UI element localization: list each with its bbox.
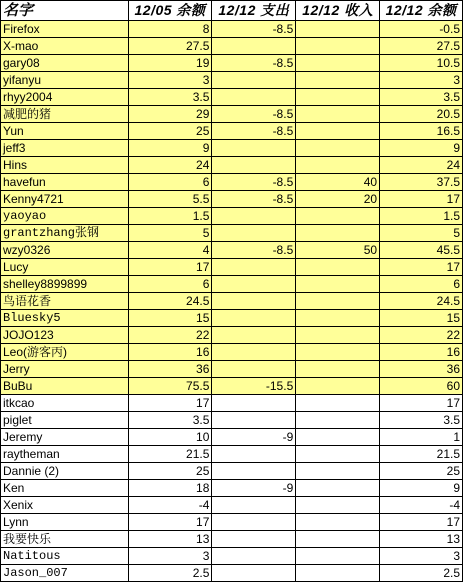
expense-1212-cell[interactable] [212, 344, 296, 361]
balance-1205-cell[interactable]: 1.5 [128, 208, 212, 225]
balance-1212-cell[interactable]: 25 [380, 463, 463, 480]
name-cell[interactable]: X-mao [1, 38, 129, 55]
expense-1212-cell[interactable] [212, 412, 296, 429]
name-cell[interactable]: Natitous [1, 548, 129, 565]
income-1212-cell[interactable] [296, 21, 380, 38]
balance-1205-cell[interactable]: 16 [128, 344, 212, 361]
balance-1212-cell[interactable]: 10.5 [380, 55, 463, 72]
name-cell[interactable]: Lynn [1, 514, 129, 531]
income-1212-cell[interactable] [296, 140, 380, 157]
table-row [1, 72, 463, 89]
balance-1212-cell[interactable]: 16.5 [380, 123, 463, 140]
balance-1205-cell[interactable]: 2.5 [128, 565, 212, 582]
table-row [1, 310, 463, 327]
balance-1212-cell[interactable]: 17 [380, 395, 463, 412]
balance-1212-cell[interactable]: 2.5 [380, 565, 463, 582]
expense-1212-cell[interactable]: -8.5 [212, 55, 296, 72]
income-1212-cell[interactable] [296, 361, 380, 378]
balance-1212-cell[interactable]: 45.5 [380, 242, 463, 259]
table-row [1, 89, 463, 106]
expense-1212-cell[interactable] [212, 140, 296, 157]
table-row [1, 531, 463, 548]
income-1212-cell[interactable] [296, 327, 380, 344]
balance-1212-cell[interactable]: 3.5 [380, 412, 463, 429]
expense-1212-cell[interactable]: -8.5 [212, 123, 296, 140]
balance-1212-cell[interactable]: 9 [380, 480, 463, 497]
name-cell[interactable]: Jerry [1, 361, 129, 378]
expense-1212-cell[interactable] [212, 446, 296, 463]
table-row [1, 106, 463, 123]
balance-1205-cell[interactable]: 3.5 [128, 89, 212, 106]
table-row [1, 344, 463, 361]
table-row [1, 395, 463, 412]
name-cell[interactable]: grantzhang张钢 [1, 225, 129, 242]
income-1212-cell[interactable] [296, 446, 380, 463]
balance-1205-cell[interactable]: 4 [128, 242, 212, 259]
expense-1212-cell[interactable]: -8.5 [212, 191, 296, 208]
expense-1212-cell[interactable] [212, 89, 296, 106]
balance-1212-cell[interactable]: 27.5 [380, 38, 463, 55]
name-cell[interactable]: 鸟语花香 [1, 293, 129, 310]
table-row [1, 208, 463, 225]
balance-1205-cell[interactable]: 3.5 [128, 412, 212, 429]
income-1212-cell[interactable]: 50 [296, 242, 380, 259]
table-row [1, 21, 463, 38]
table-row [1, 276, 463, 293]
header-row [1, 1, 463, 21]
expense-1212-cell[interactable] [212, 208, 296, 225]
balance-1205-cell[interactable]: 17 [128, 514, 212, 531]
table-row [1, 378, 463, 395]
header-name: 名字 [1, 1, 129, 21]
balance-1212-cell[interactable]: 1 [380, 429, 463, 446]
table-row [1, 480, 463, 497]
table-row [1, 225, 463, 242]
name-cell[interactable]: Firefox [1, 21, 129, 38]
table-row [1, 140, 463, 157]
name-cell[interactable]: shelley8899899 [1, 276, 129, 293]
expense-1212-cell[interactable]: -8.5 [212, 106, 296, 123]
table-row [1, 38, 463, 55]
table-row [1, 327, 463, 344]
table-row [1, 429, 463, 446]
table-row [1, 548, 463, 565]
balance-1212-cell[interactable]: 24.5 [380, 293, 463, 310]
balance-1205-cell[interactable]: 24.5 [128, 293, 212, 310]
expense-1212-cell[interactable] [212, 361, 296, 378]
table-row [1, 463, 463, 480]
expense-1212-cell[interactable] [212, 225, 296, 242]
name-cell[interactable]: Hins [1, 157, 129, 174]
balance-1205-cell[interactable]: 13 [128, 531, 212, 548]
income-1212-cell[interactable] [296, 531, 380, 548]
balance-1205-cell[interactable]: 27.5 [128, 38, 212, 55]
expense-1212-cell[interactable] [212, 497, 296, 514]
table-row [1, 412, 463, 429]
name-cell[interactable]: BuBu [1, 378, 129, 395]
income-1212-cell[interactable]: 20 [296, 191, 380, 208]
expense-1212-cell[interactable]: -8.5 [212, 242, 296, 259]
name-cell[interactable]: Kenny4721 [1, 191, 129, 208]
balance-1205-cell[interactable]: 10 [128, 429, 212, 446]
table-row [1, 565, 463, 582]
name-cell[interactable]: gary08 [1, 55, 129, 72]
name-cell[interactable]: havefun [1, 174, 129, 191]
income-1212-cell[interactable] [296, 89, 380, 106]
name-cell[interactable]: jeff3 [1, 140, 129, 157]
expense-1212-cell[interactable] [212, 531, 296, 548]
income-1212-cell[interactable] [296, 157, 380, 174]
balance-1205-cell[interactable]: 5.5 [128, 191, 212, 208]
header-income-1212: 12/12 收入 [296, 1, 380, 21]
expense-1212-cell[interactable]: -8.5 [212, 21, 296, 38]
expense-1212-cell[interactable] [212, 565, 296, 582]
expense-1212-cell[interactable] [212, 293, 296, 310]
income-1212-cell[interactable] [296, 395, 380, 412]
income-1212-cell[interactable] [296, 106, 380, 123]
balance-1205-cell[interactable]: 22 [128, 327, 212, 344]
balance-1205-cell[interactable]: 36 [128, 361, 212, 378]
balance-1212-cell[interactable]: 3.5 [380, 89, 463, 106]
balance-1205-cell[interactable]: 8 [128, 21, 212, 38]
balance-1212-cell[interactable]: 17 [380, 191, 463, 208]
income-1212-cell[interactable] [296, 463, 380, 480]
name-cell[interactable]: Yun [1, 123, 129, 140]
balance-1205-cell[interactable]: 9 [128, 140, 212, 157]
name-cell[interactable]: 减肥的猪 [1, 106, 129, 123]
balance-1205-cell[interactable]: 25 [128, 123, 212, 140]
expense-1212-cell[interactable] [212, 72, 296, 89]
expense-1212-cell[interactable] [212, 327, 296, 344]
balance-1205-cell[interactable]: 3 [128, 548, 212, 565]
table-row [1, 242, 463, 259]
table-row [1, 191, 463, 208]
balance-1205-cell[interactable]: 18 [128, 480, 212, 497]
balance-1205-cell[interactable]: 3 [128, 72, 212, 89]
income-1212-cell[interactable] [296, 514, 380, 531]
name-cell[interactable]: JOJO123 [1, 327, 129, 344]
name-cell[interactable]: Dannie (2) [1, 463, 129, 480]
balance-1205-cell[interactable]: 29 [128, 106, 212, 123]
table-row [1, 497, 463, 514]
income-1212-cell[interactable] [296, 344, 380, 361]
income-1212-cell[interactable] [296, 497, 380, 514]
expense-1212-cell[interactable] [212, 548, 296, 565]
balance-1212-cell[interactable]: 21.5 [380, 446, 463, 463]
balance-1205-cell[interactable]: 25 [128, 463, 212, 480]
header-balance-1212: 12/12 余额 [380, 1, 463, 21]
income-1212-cell[interactable] [296, 225, 380, 242]
income-1212-cell[interactable] [296, 565, 380, 582]
income-1212-cell[interactable] [296, 72, 380, 89]
balance-1212-cell[interactable]: -4 [380, 497, 463, 514]
table-row [1, 157, 463, 174]
balance-1212-cell[interactable]: 5 [380, 225, 463, 242]
income-1212-cell[interactable] [296, 480, 380, 497]
name-cell[interactable]: Ken [1, 480, 129, 497]
name-cell[interactable]: Jeremy [1, 429, 129, 446]
balance-1212-cell[interactable]: 6 [380, 276, 463, 293]
expense-1212-cell[interactable] [212, 463, 296, 480]
income-1212-cell[interactable] [296, 412, 380, 429]
name-cell[interactable]: Xenix [1, 497, 129, 514]
table-row [1, 174, 463, 191]
balance-1212-cell[interactable]: 37.5 [380, 174, 463, 191]
expense-1212-cell[interactable]: -9 [212, 480, 296, 497]
name-cell[interactable]: Bluesky5 [1, 310, 129, 327]
balance-1205-cell[interactable]: 75.5 [128, 378, 212, 395]
expense-1212-cell[interactable]: -8.5 [212, 174, 296, 191]
balance-1212-cell[interactable]: 9 [380, 140, 463, 157]
expense-1212-cell[interactable] [212, 514, 296, 531]
balance-1212-cell[interactable]: 60 [380, 378, 463, 395]
income-1212-cell[interactable] [296, 55, 380, 72]
balance-1205-cell[interactable]: -4 [128, 497, 212, 514]
balance-1212-cell[interactable]: 22 [380, 327, 463, 344]
balance-1212-cell[interactable]: 16 [380, 344, 463, 361]
expense-1212-cell[interactable] [212, 259, 296, 276]
name-cell[interactable]: yifanyu [1, 72, 129, 89]
balance-1205-cell[interactable]: 19 [128, 55, 212, 72]
name-cell[interactable]: rhyy2004 [1, 89, 129, 106]
table-body [1, 21, 463, 582]
income-1212-cell[interactable] [296, 38, 380, 55]
name-cell[interactable]: piglet [1, 412, 129, 429]
expense-1212-cell[interactable] [212, 310, 296, 327]
balance-1212-cell[interactable]: 24 [380, 157, 463, 174]
header-balance-1205: 12/05 余额 [128, 1, 212, 21]
name-cell[interactable]: wzy0326 [1, 242, 129, 259]
balance-1212-cell[interactable]: 20.5 [380, 106, 463, 123]
name-cell[interactable]: raytheman [1, 446, 129, 463]
balance-1205-cell[interactable]: 24 [128, 157, 212, 174]
income-1212-cell[interactable] [296, 429, 380, 446]
income-1212-cell[interactable] [296, 259, 380, 276]
balance-1212-cell[interactable]: 17 [380, 514, 463, 531]
balance-1212-cell[interactable]: 17 [380, 259, 463, 276]
income-1212-cell[interactable] [296, 293, 380, 310]
name-cell[interactable]: Jason_007 [1, 565, 129, 582]
expense-1212-cell[interactable] [212, 157, 296, 174]
table-row [1, 446, 463, 463]
name-cell[interactable]: Lucy [1, 259, 129, 276]
balance-1205-cell[interactable]: 21.5 [128, 446, 212, 463]
balance-1212-cell[interactable]: 3 [380, 72, 463, 89]
name-cell[interactable]: Leo(游客丙) [1, 344, 129, 361]
table-row [1, 293, 463, 310]
table-row [1, 514, 463, 531]
balance-1212-cell[interactable]: 15 [380, 310, 463, 327]
balance-1205-cell[interactable]: 6 [128, 174, 212, 191]
income-1212-cell[interactable] [296, 276, 380, 293]
income-1212-cell[interactable] [296, 123, 380, 140]
name-cell[interactable]: yaoyao [1, 208, 129, 225]
balance-1212-cell[interactable]: 3 [380, 548, 463, 565]
expense-1212-cell[interactable]: -15.5 [212, 378, 296, 395]
header-expense-1212: 12/12 支出 [212, 1, 296, 21]
name-cell[interactable]: itkcao [1, 395, 129, 412]
income-1212-cell[interactable]: 40 [296, 174, 380, 191]
balance-1212-cell[interactable]: 36 [380, 361, 463, 378]
income-1212-cell[interactable] [296, 378, 380, 395]
income-1212-cell[interactable] [296, 548, 380, 565]
balance-1205-cell[interactable]: 15 [128, 310, 212, 327]
expense-1212-cell[interactable]: -9 [212, 429, 296, 446]
balance-1212-cell[interactable]: 13 [380, 531, 463, 548]
expense-1212-cell[interactable] [212, 38, 296, 55]
table-row [1, 259, 463, 276]
balance-1205-cell[interactable]: 17 [128, 395, 212, 412]
table-row [1, 361, 463, 378]
name-cell[interactable]: 我要快乐 [1, 531, 129, 548]
balance-1205-cell[interactable]: 17 [128, 259, 212, 276]
balance-1205-cell[interactable]: 5 [128, 225, 212, 242]
income-1212-cell[interactable] [296, 208, 380, 225]
table-row [1, 123, 463, 140]
income-1212-cell[interactable] [296, 310, 380, 327]
table-row [1, 55, 463, 72]
balance-1205-cell[interactable]: 6 [128, 276, 212, 293]
balance-1212-cell[interactable]: -0.5 [380, 21, 463, 38]
expense-1212-cell[interactable] [212, 276, 296, 293]
expense-1212-cell[interactable] [212, 395, 296, 412]
balance-1212-cell[interactable]: 1.5 [380, 208, 463, 225]
